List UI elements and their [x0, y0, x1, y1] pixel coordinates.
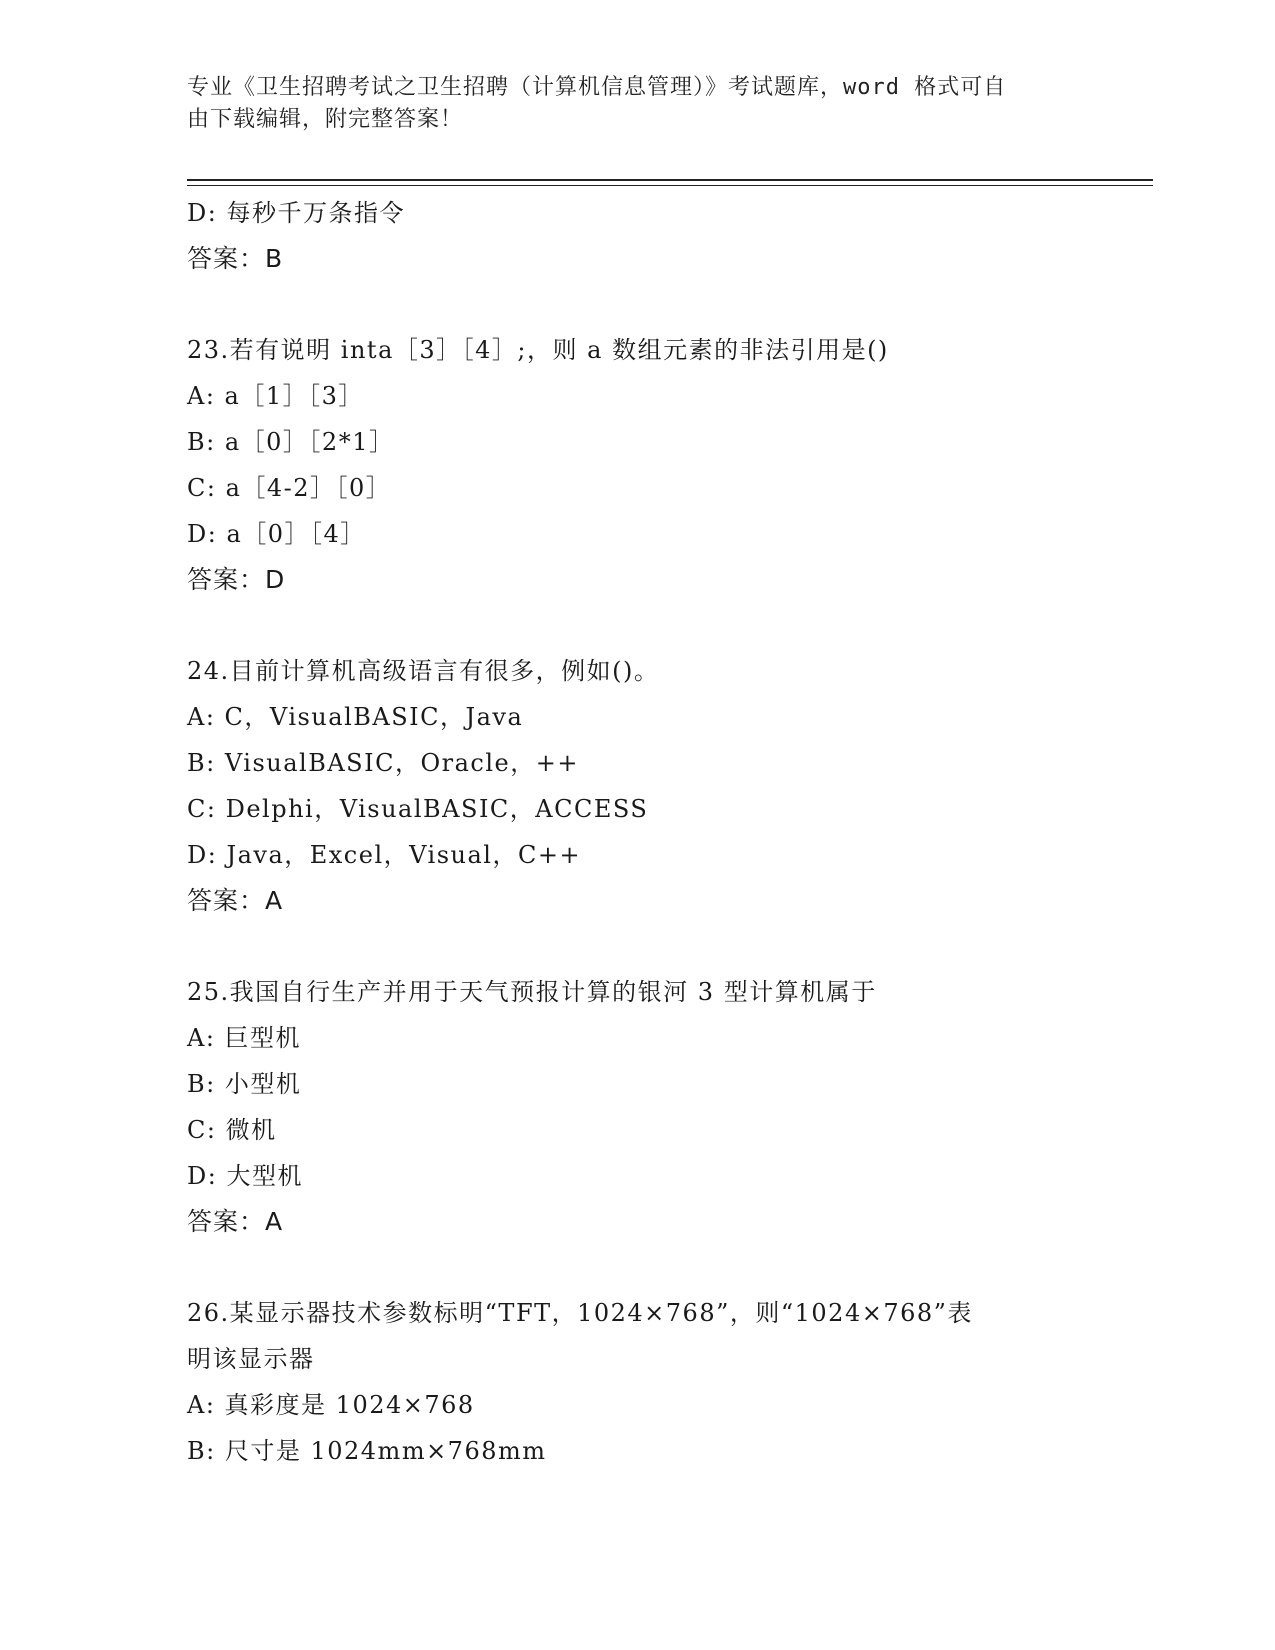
- header-divider-thick: [187, 179, 1153, 181]
- header-divider-thin: [187, 185, 1153, 186]
- spacer: [187, 1245, 1087, 1290]
- question-stem: 24.目前计算机高级语言有很多，例如()。: [187, 657, 660, 685]
- option-a: A: 真彩度是 1024×768: [187, 1391, 475, 1419]
- option-d: D: a［0］［4］: [187, 520, 366, 548]
- question-list: [187, 190, 1087, 1474]
- question-26: [187, 1290, 1087, 1474]
- question-stem: 25.我国自行生产并用于天气预报计算的银河 3 型计算机属于: [187, 978, 877, 1006]
- option-d: D: 大型机: [187, 1162, 303, 1190]
- option-b: B: VisualBASIC，Oracle，++: [187, 749, 579, 777]
- option-a: A: C，VisualBASIC，Java: [187, 703, 524, 731]
- question-24: [187, 648, 1087, 924]
- option-c: C: Delphi，VisualBASIC，ACCESS: [187, 795, 649, 823]
- document-header: [187, 72, 1087, 136]
- question-stem: 23.若有说明 inta［3］［4］;，则 a 数组元素的非法引用是(): [187, 336, 889, 364]
- option-d: D: 每秒千万条指令: [187, 199, 405, 227]
- option-c: C: 微机: [187, 1116, 277, 1144]
- option-b: B: 尺寸是 1024mm×768mm: [187, 1437, 547, 1465]
- option-b: B: a［0］［2*1］: [187, 428, 395, 456]
- question-stem-line-1: 26.某显示器技术参数标明“TFT，1024×768”，则“1024×768”表: [187, 1299, 973, 1327]
- spacer: [187, 282, 1087, 327]
- option-a: A: a［1］［3］: [187, 382, 364, 410]
- option-d: D: Java，Excel，Visual，C++: [187, 841, 582, 869]
- answer: 答案：B: [187, 244, 284, 273]
- header-line-2: 由下载编辑，附完整答案！: [187, 107, 464, 132]
- answer: 答案：D: [187, 565, 286, 594]
- spacer: [187, 924, 1087, 969]
- answer: 答案：A: [187, 1207, 284, 1236]
- header-line-1: 专业《卫生招聘考试之卫生招聘（计算机信息管理）》考试题库，word 格式可自: [187, 75, 1007, 100]
- spacer: [187, 603, 1087, 648]
- question-23: [187, 327, 1087, 603]
- option-b: B: 小型机: [187, 1070, 302, 1098]
- answer: 答案：A: [187, 886, 284, 915]
- option-c: C: a［4-2］［0］: [187, 474, 392, 502]
- option-a: A: 巨型机: [187, 1024, 302, 1052]
- question-stem-line-2: 明该显示器: [187, 1345, 315, 1373]
- question-25: [187, 969, 1087, 1245]
